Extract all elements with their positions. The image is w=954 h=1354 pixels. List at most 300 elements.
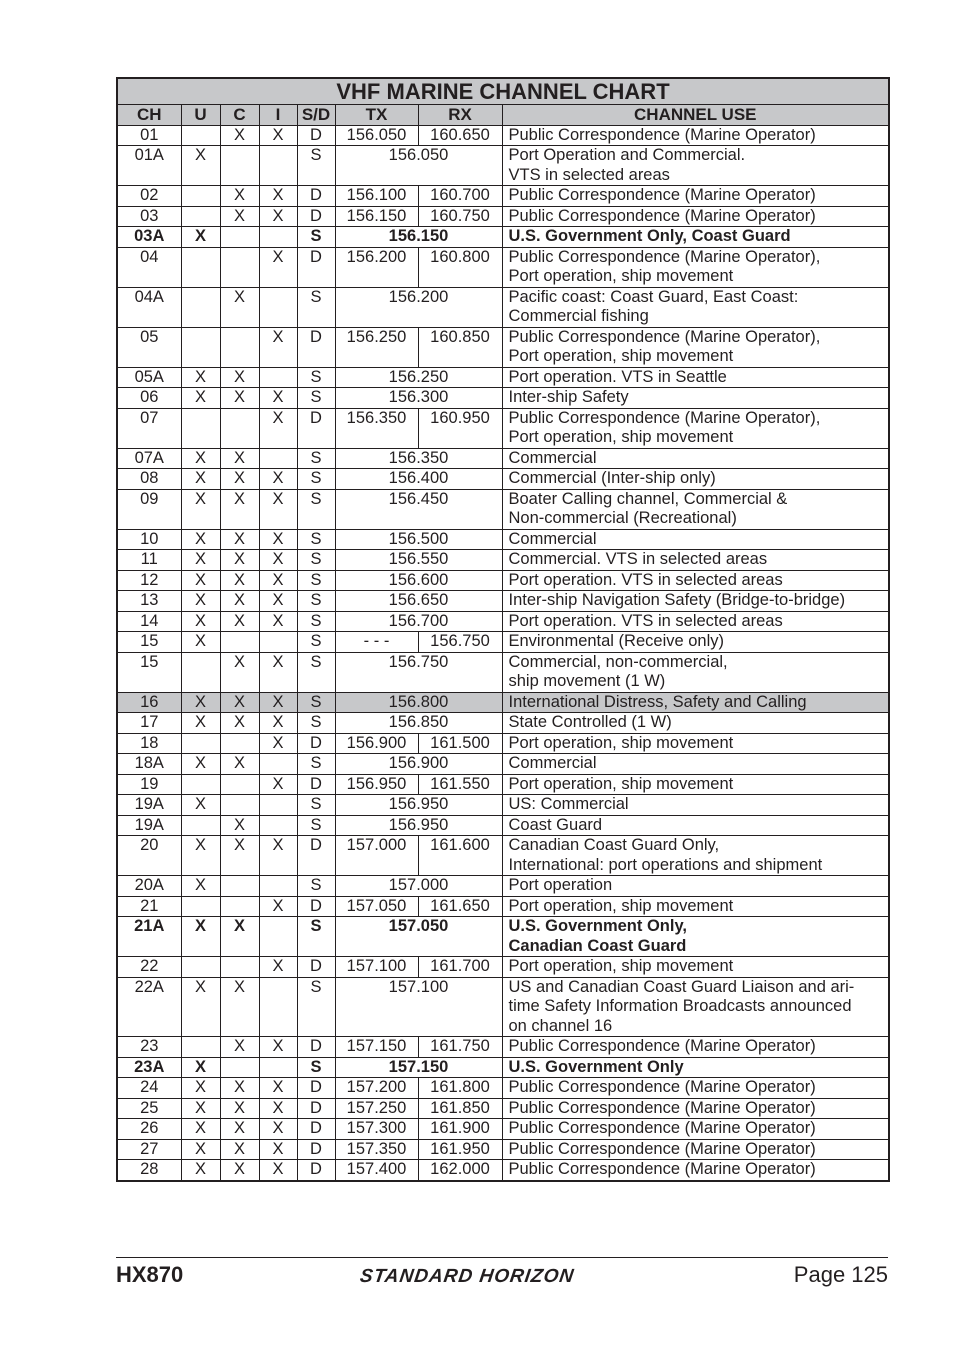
channel-use-line: Inter-ship Navigation Safety (Bridge-to-bridge) <box>508 591 846 609</box>
cell-channel-use <box>502 206 889 227</box>
cell-u <box>181 652 220 692</box>
cell-sd: D <box>297 1037 335 1058</box>
channel-use-line: Public Correspondence (Marine Operator) <box>508 1037 816 1055</box>
cell-rx: 160.700 <box>418 186 502 207</box>
cell-u: X <box>181 367 220 388</box>
table-row <box>117 1119 889 1140</box>
cell-ch: 18 <box>117 733 181 754</box>
cell-c: X <box>220 1119 259 1140</box>
cell-c: X <box>220 591 259 612</box>
table-row <box>117 713 889 734</box>
cell-u: X <box>181 570 220 591</box>
channel-use-line: Port operation, ship movement <box>508 957 734 975</box>
table-row <box>117 1098 889 1119</box>
cell-i <box>259 917 297 957</box>
table-row <box>117 652 889 692</box>
cell-i: X <box>259 327 297 367</box>
cell-channel-use <box>502 550 889 571</box>
channel-use-line: Public Correspondence (Marine Operator) <box>508 1139 816 1158</box>
table-row <box>117 146 889 186</box>
cell-channel-use <box>502 896 889 917</box>
channel-use-line: Commercial <box>508 754 597 772</box>
cell-rx: 161.650 <box>418 896 502 917</box>
cell-frequency: 156.500 <box>335 529 502 550</box>
cell-sd: D <box>297 733 335 754</box>
header-ch: CH <box>117 105 181 126</box>
cell-sd: S <box>297 692 335 713</box>
cell-ch: 03 <box>117 206 181 227</box>
channel-use-line: Public Correspondence (Marine Operator) <box>508 1098 816 1117</box>
cell-i: X <box>259 550 297 571</box>
cell-u <box>181 733 220 754</box>
cell-c: X <box>220 1037 259 1058</box>
cell-tx: 156.250 <box>335 327 418 367</box>
cell-i <box>259 876 297 897</box>
cell-u: X <box>181 1160 220 1181</box>
cell-u: X <box>181 754 220 775</box>
table-row <box>117 957 889 978</box>
cell-i <box>259 977 297 1037</box>
cell-frequency: 157.000 <box>335 876 502 897</box>
cell-channel-use <box>502 469 889 490</box>
cell-ch: 20 <box>117 836 181 876</box>
channel-use-line: Port operation, ship movement <box>508 733 734 752</box>
channel-use-line: Canadian Coast Guard Only, <box>508 836 720 854</box>
cell-rx: 161.550 <box>418 774 502 795</box>
cell-ch: 23A <box>117 1057 181 1078</box>
cell-u: X <box>181 977 220 1037</box>
cell-sd: S <box>297 287 335 327</box>
cell-sd: S <box>297 448 335 469</box>
table-row <box>117 1139 889 1160</box>
cell-frequency: 157.050 <box>335 917 502 957</box>
cell-u: X <box>181 448 220 469</box>
table-row <box>117 529 889 550</box>
cell-i: X <box>259 247 297 287</box>
cell-ch: 19 <box>117 774 181 795</box>
cell-sd: S <box>297 591 335 612</box>
cell-channel-use <box>502 591 889 612</box>
cell-rx: 160.950 <box>418 408 502 448</box>
cell-c <box>220 795 259 816</box>
cell-ch: 21A <box>117 917 181 957</box>
cell-u: X <box>181 529 220 550</box>
cell-u: X <box>181 1098 220 1119</box>
cell-rx: 161.900 <box>418 1119 502 1140</box>
cell-u: X <box>181 550 220 571</box>
cell-channel-use <box>502 448 889 469</box>
cell-ch: 20A <box>117 876 181 897</box>
cell-tx: 156.950 <box>335 774 418 795</box>
cell-i <box>259 815 297 836</box>
table-row <box>117 186 889 207</box>
cell-frequency: 156.200 <box>335 287 502 327</box>
cell-c <box>220 247 259 287</box>
cell-ch: 01A <box>117 146 181 186</box>
cell-ch: 16 <box>117 692 181 713</box>
channel-use-line: International Distress, Safety and Calling <box>508 692 807 711</box>
cell-c: X <box>220 125 259 146</box>
cell-frequency: 156.350 <box>335 448 502 469</box>
cell-c: X <box>220 692 259 713</box>
cell-sd: D <box>297 1139 335 1160</box>
cell-rx: 156.750 <box>418 632 502 653</box>
brand-logo: STANDARD HORIZON <box>358 1266 576 1287</box>
cell-frequency: 156.900 <box>335 754 502 775</box>
cell-ch: 22A <box>117 977 181 1037</box>
channel-use-line: Commercial. VTS in selected areas <box>508 550 768 568</box>
cell-c <box>220 774 259 795</box>
cell-rx: 160.750 <box>418 206 502 227</box>
cell-sd: S <box>297 713 335 734</box>
cell-u <box>181 408 220 448</box>
cell-frequency: 156.250 <box>335 367 502 388</box>
table-row <box>117 611 889 632</box>
header-i: I <box>259 105 297 126</box>
cell-i: X <box>259 591 297 612</box>
cell-c: X <box>220 977 259 1037</box>
cell-ch: 15 <box>117 652 181 692</box>
cell-sd: S <box>297 570 335 591</box>
table-row <box>117 408 889 448</box>
table-row <box>117 733 889 754</box>
header-tx: TX <box>335 105 418 126</box>
cell-c: X <box>220 529 259 550</box>
cell-c: X <box>220 388 259 409</box>
cell-c: X <box>220 917 259 957</box>
cell-tx: 157.050 <box>335 896 418 917</box>
cell-rx: 161.750 <box>418 1037 502 1058</box>
chart-body <box>117 125 889 1181</box>
cell-frequency: 156.650 <box>335 591 502 612</box>
channel-use-line: Public Correspondence (Marine Operator) <box>508 125 816 144</box>
cell-channel-use <box>502 1139 889 1160</box>
cell-i: X <box>259 529 297 550</box>
cell-i: X <box>259 1098 297 1119</box>
cell-frequency: 156.600 <box>335 570 502 591</box>
cell-c: X <box>220 1098 259 1119</box>
cell-channel-use <box>502 529 889 550</box>
cell-channel-use <box>502 146 889 186</box>
table-row <box>117 327 889 367</box>
table-row <box>117 876 889 897</box>
cell-rx: 161.500 <box>418 733 502 754</box>
cell-c: X <box>220 489 259 529</box>
cell-sd: D <box>297 247 335 287</box>
cell-sd: S <box>297 146 335 186</box>
channel-use-line: Commercial fishing <box>508 307 649 325</box>
cell-rx: 161.800 <box>418 1078 502 1099</box>
cell-ch: 01 <box>117 125 181 146</box>
cell-channel-use <box>502 367 889 388</box>
channel-use-line: State Controlled (1 W) <box>508 713 672 731</box>
cell-ch: 03A <box>117 227 181 248</box>
cell-i: X <box>259 125 297 146</box>
table-row <box>117 977 889 1037</box>
cell-channel-use <box>502 917 889 957</box>
cell-frequency: 156.800 <box>335 692 502 713</box>
cell-ch: 24 <box>117 1078 181 1099</box>
cell-sd: D <box>297 1160 335 1181</box>
cell-tx: 157.250 <box>335 1098 418 1119</box>
cell-c: X <box>220 1160 259 1181</box>
cell-rx: 161.850 <box>418 1098 502 1119</box>
cell-c: X <box>220 206 259 227</box>
cell-rx: 161.950 <box>418 1139 502 1160</box>
table-row <box>117 570 889 591</box>
page-number: Page 125 <box>793 1262 888 1287</box>
table-row <box>117 917 889 957</box>
channel-use-line: Port operation, ship movement <box>508 347 734 365</box>
cell-u: X <box>181 795 220 816</box>
cell-rx: 161.600 <box>418 836 502 876</box>
channel-use-line: Public Correspondence (Marine Operator), <box>508 408 821 427</box>
cell-i: X <box>259 692 297 713</box>
cell-c: X <box>220 469 259 490</box>
channel-use-line: Port operation, ship movement <box>508 428 734 446</box>
cell-ch: 04 <box>117 247 181 287</box>
cell-i: X <box>259 652 297 692</box>
cell-i: X <box>259 1160 297 1181</box>
cell-u: X <box>181 591 220 612</box>
cell-channel-use <box>502 1057 889 1078</box>
table-row <box>117 125 889 146</box>
cell-tx: 157.100 <box>335 957 418 978</box>
cell-i: X <box>259 611 297 632</box>
cell-c: X <box>220 754 259 775</box>
cell-sd: D <box>297 1098 335 1119</box>
cell-frequency: 157.100 <box>335 977 502 1037</box>
cell-u: X <box>181 1078 220 1099</box>
cell-sd: S <box>297 489 335 529</box>
cell-i: X <box>259 836 297 876</box>
channel-use-line: Inter-ship Safety <box>508 388 629 406</box>
cell-sd: S <box>297 227 335 248</box>
cell-rx: 160.800 <box>418 247 502 287</box>
cell-ch: 13 <box>117 591 181 612</box>
cell-channel-use <box>502 327 889 367</box>
cell-i: X <box>259 1078 297 1099</box>
cell-sd: S <box>297 1057 335 1078</box>
cell-u <box>181 815 220 836</box>
channel-use-line: Commercial <box>508 448 597 467</box>
cell-sd: S <box>297 754 335 775</box>
table-row <box>117 489 889 529</box>
cell-u <box>181 206 220 227</box>
cell-sd: S <box>297 917 335 957</box>
cell-i: X <box>259 206 297 227</box>
channel-use-line: Public Correspondence (Marine Operator) <box>508 186 816 204</box>
channel-use-line: Port operation. VTS in Seattle <box>508 367 727 386</box>
cell-i: X <box>259 713 297 734</box>
cell-c: X <box>220 815 259 836</box>
cell-sd: D <box>297 957 335 978</box>
channel-use-line: Canadian Coast Guard <box>508 936 687 955</box>
cell-sd: S <box>297 815 335 836</box>
channel-use-line: Non-commercial (Recreational) <box>508 509 737 527</box>
cell-channel-use <box>502 652 889 692</box>
channel-chart-table <box>116 77 890 1182</box>
table-row <box>117 774 889 795</box>
table-row <box>117 287 889 327</box>
table-row <box>117 692 889 713</box>
channel-use-line: Public Correspondence (Marine Operator) <box>508 1119 816 1137</box>
channel-use-line: U.S. Government Only <box>508 1057 684 1076</box>
cell-c: X <box>220 448 259 469</box>
cell-sd: S <box>297 388 335 409</box>
cell-ch: 25 <box>117 1098 181 1119</box>
cell-u: X <box>181 227 220 248</box>
cell-channel-use <box>502 186 889 207</box>
cell-rx: 162.000 <box>418 1160 502 1181</box>
cell-c <box>220 146 259 186</box>
cell-tx: 156.350 <box>335 408 418 448</box>
cell-frequency: 156.150 <box>335 227 502 248</box>
cell-channel-use <box>502 388 889 409</box>
table-row <box>117 206 889 227</box>
cell-channel-use <box>502 1098 889 1119</box>
channel-use-line: Coast Guard <box>508 815 603 834</box>
cell-c: X <box>220 570 259 591</box>
cell-ch: 26 <box>117 1119 181 1140</box>
channel-use-line: U.S. Government Only, <box>508 917 687 935</box>
cell-tx: 157.200 <box>335 1078 418 1099</box>
cell-i: X <box>259 408 297 448</box>
cell-i <box>259 795 297 816</box>
cell-tx: 156.900 <box>335 733 418 754</box>
cell-frequency: 156.300 <box>335 388 502 409</box>
cell-frequency: 156.950 <box>335 815 502 836</box>
cell-ch: 09 <box>117 489 181 529</box>
cell-i: X <box>259 1119 297 1140</box>
cell-ch: 18A <box>117 754 181 775</box>
channel-use-line: Public Correspondence (Marine Operator) <box>508 206 816 225</box>
table-row <box>117 550 889 571</box>
cell-u <box>181 774 220 795</box>
footer-divider <box>116 1257 888 1258</box>
cell-i <box>259 146 297 186</box>
cell-i <box>259 754 297 775</box>
cell-channel-use <box>502 1160 889 1181</box>
channel-use-line: Port operation <box>508 876 613 894</box>
cell-u: X <box>181 1119 220 1140</box>
cell-c: X <box>220 186 259 207</box>
cell-ch: 11 <box>117 550 181 571</box>
table-row <box>117 469 889 490</box>
table-row <box>117 632 889 653</box>
cell-frequency: 156.400 <box>335 469 502 490</box>
channel-use-line: US and Canadian Coast Guard Liaison and ari- <box>508 977 855 996</box>
cell-i <box>259 287 297 327</box>
cell-ch: 14 <box>117 611 181 632</box>
table-row <box>117 227 889 248</box>
table-row <box>117 754 889 775</box>
cell-c: X <box>220 550 259 571</box>
cell-u: X <box>181 917 220 957</box>
cell-frequency: 156.450 <box>335 489 502 529</box>
cell-sd: D <box>297 125 335 146</box>
cell-tx: 157.000 <box>335 836 418 876</box>
cell-ch: 27 <box>117 1139 181 1160</box>
header-channel-use: CHANNEL USE <box>502 105 889 126</box>
cell-tx: 156.150 <box>335 206 418 227</box>
cell-ch: 28 <box>117 1160 181 1181</box>
channel-use-line: Port operation, ship movement <box>508 267 734 285</box>
cell-tx: 156.200 <box>335 247 418 287</box>
cell-frequency: 156.050 <box>335 146 502 186</box>
table-row <box>117 591 889 612</box>
cell-channel-use <box>502 287 889 327</box>
cell-i: X <box>259 570 297 591</box>
cell-channel-use <box>502 795 889 816</box>
channel-use-line: US: Commercial <box>508 795 629 813</box>
cell-ch: 19A <box>117 815 181 836</box>
cell-u <box>181 1037 220 1058</box>
cell-sd: S <box>297 367 335 388</box>
cell-i <box>259 632 297 653</box>
header-c: C <box>220 105 259 126</box>
cell-c: X <box>220 836 259 876</box>
cell-tx: 157.400 <box>335 1160 418 1181</box>
cell-i: X <box>259 733 297 754</box>
table-row <box>117 448 889 469</box>
cell-sd: D <box>297 1119 335 1140</box>
channel-use-line: Port operation. VTS in selected areas <box>508 611 783 630</box>
channel-use-line: Boater Calling channel, Commercial & <box>508 489 788 508</box>
channel-use-line: Port operation, ship movement <box>508 896 734 915</box>
table-row <box>117 795 889 816</box>
cell-channel-use <box>502 570 889 591</box>
cell-tx: 156.100 <box>335 186 418 207</box>
cell-u <box>181 186 220 207</box>
cell-sd: D <box>297 206 335 227</box>
cell-i: X <box>259 186 297 207</box>
cell-channel-use <box>502 876 889 897</box>
table-row <box>117 247 889 287</box>
cell-channel-use <box>502 754 889 775</box>
channel-use-line: U.S. Government Only, Coast Guard <box>508 227 791 245</box>
cell-channel-use <box>502 1119 889 1140</box>
cell-u: X <box>181 611 220 632</box>
cell-tx: 157.150 <box>335 1037 418 1058</box>
cell-i: X <box>259 1037 297 1058</box>
cell-frequency: 156.850 <box>335 713 502 734</box>
cell-channel-use <box>502 247 889 287</box>
channel-use-line: Public Correspondence (Marine Operator), <box>508 327 821 346</box>
channel-use-line: time Safety Information Broadcasts announced <box>508 997 852 1015</box>
cell-rx: 160.850 <box>418 327 502 367</box>
cell-i: X <box>259 469 297 490</box>
cell-channel-use <box>502 489 889 529</box>
cell-ch: 19A <box>117 795 181 816</box>
channel-use-line: Port operation, ship movement <box>508 774 734 793</box>
table-row <box>117 388 889 409</box>
cell-channel-use <box>502 611 889 632</box>
cell-ch: 08 <box>117 469 181 490</box>
table-row <box>117 367 889 388</box>
cell-sd: S <box>297 469 335 490</box>
cell-c <box>220 733 259 754</box>
cell-ch: 04A <box>117 287 181 327</box>
cell-c <box>220 957 259 978</box>
cell-u: X <box>181 146 220 186</box>
channel-use-line: Port operation. VTS in selected areas <box>508 570 783 589</box>
channel-use-line: Commercial <box>508 529 597 548</box>
header-rx: RX <box>418 105 502 126</box>
cell-frequency: 156.550 <box>335 550 502 571</box>
cell-sd: D <box>297 186 335 207</box>
cell-c: X <box>220 287 259 327</box>
